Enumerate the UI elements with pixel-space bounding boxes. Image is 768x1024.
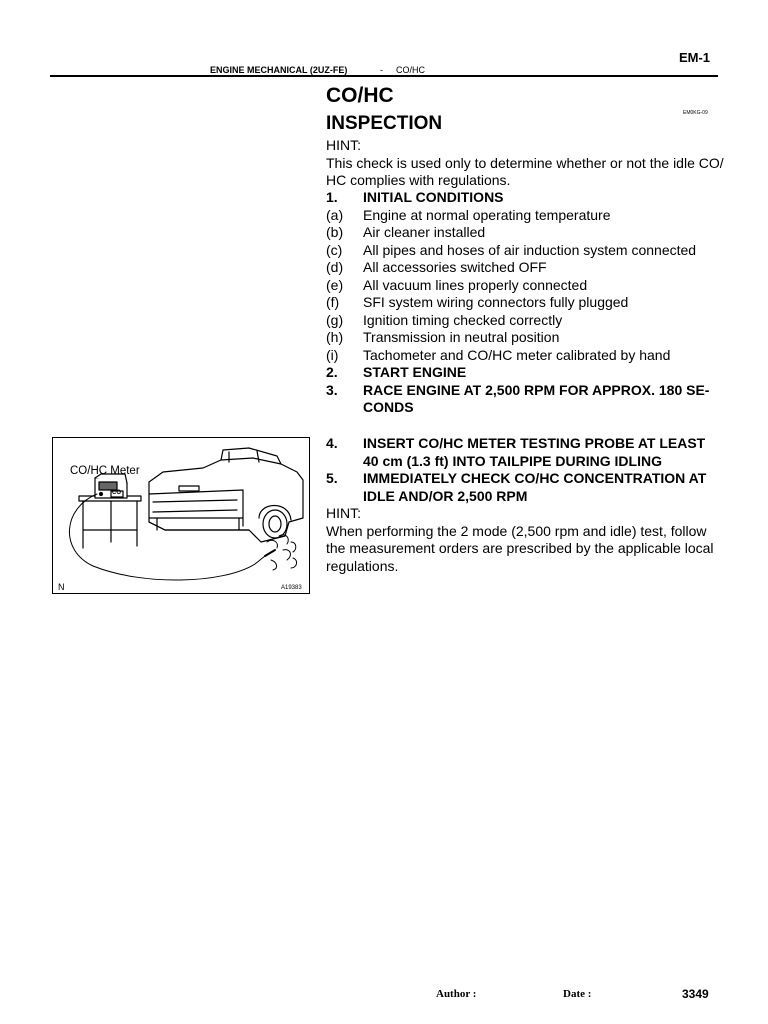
co-meter-box <box>95 474 127 498</box>
condition-letter: (a) <box>326 206 344 223</box>
step-text: INITIAL CONDITIONS <box>363 189 504 205</box>
condition-text: SFI system wiring connectors fully plugged <box>363 294 629 310</box>
truck-illustration <box>53 438 309 593</box>
step-text: RACE ENGINE AT 2,500 RPM FOR APPROX. 180 SE- <box>363 381 710 398</box>
footer-page-number: 3349 <box>682 987 709 1001</box>
condition-text: Tachometer and CO/HC meter calibrated by hand <box>363 346 671 363</box>
figure-label: CO/HC Meter <box>70 465 140 477</box>
figure-corner-mark: N <box>58 582 65 592</box>
hint-label: HINT: <box>326 505 361 521</box>
hint-label: HINT: <box>326 137 361 153</box>
author-label: Author : <box>436 988 477 1000</box>
step-number: 4. <box>326 435 338 451</box>
condition-text: Transmission in neutral position <box>363 329 560 345</box>
condition-letter: (b) <box>326 224 344 240</box>
document-code: EM0KG-09 <box>683 110 708 116</box>
condition-letter: (d) <box>326 259 344 275</box>
step-text: INSERT CO/HC METER TESTING PROBE AT LEAST <box>363 435 706 451</box>
step-number: 1. <box>326 189 338 205</box>
hint-text-line: This check is used only to determine whether or not the idle CO/ <box>326 154 724 171</box>
meter-table <box>79 496 141 548</box>
step-text: IDLE AND/OR 2,500 RPM <box>363 487 528 504</box>
figure-frame <box>52 437 310 594</box>
hint-text-line: HC complies with regulations. <box>326 172 511 188</box>
condition-text: Engine at normal operating temperature <box>363 206 611 223</box>
hint-text-line: regulations. <box>326 557 399 574</box>
step-text: CONDS <box>363 399 414 415</box>
condition-text: All accessories switched OFF <box>363 259 547 275</box>
step-text: IMMEDIATELY CHECK CO/HC CONCENTRATION AT <box>363 470 707 486</box>
step-number: 5. <box>326 470 338 486</box>
condition-letter: (h) <box>326 329 344 345</box>
condition-letter: (g) <box>326 311 344 328</box>
condition-text: All vacuum lines properly connected <box>363 276 588 293</box>
page-title: CO/HC <box>326 84 394 107</box>
header-section-title: ENGINE MECHANICAL (2UZ-FE) <box>210 65 348 75</box>
condition-letter: (c) <box>326 241 343 258</box>
page-subtitle: INSPECTION <box>326 113 443 134</box>
header-rule <box>50 75 718 77</box>
condition-text: Air cleaner installed <box>363 224 486 240</box>
hint-text-line: When performing the 2 mode (2,500 rpm and idle) test, follow <box>326 522 707 539</box>
condition-text: All pipes and hoses of air induction system connected <box>363 241 697 258</box>
condition-letter: (i) <box>326 346 339 363</box>
step-number: 3. <box>326 381 338 398</box>
condition-letter: (f) <box>326 294 340 310</box>
page-number: EM-1 <box>678 50 710 65</box>
header-topic: CO/HC <box>396 65 425 75</box>
header-separator: - <box>380 65 383 75</box>
pickup-truck <box>149 448 303 542</box>
step-text: START ENGINE <box>363 364 467 380</box>
condition-letter: (e) <box>326 276 344 293</box>
figure-code: A19383 <box>281 585 302 591</box>
step-text: 40 cm (1.3 ft) INTO TAILPIPE DURING IDLING <box>363 452 662 469</box>
date-label: Date : <box>563 988 592 1000</box>
meter-face-label: CO <box>112 490 121 496</box>
condition-text: Ignition timing checked correctly <box>363 311 563 328</box>
hint-text-line: the measurement orders are prescribed by the applicable local <box>326 540 714 556</box>
step-number: 2. <box>326 364 338 380</box>
